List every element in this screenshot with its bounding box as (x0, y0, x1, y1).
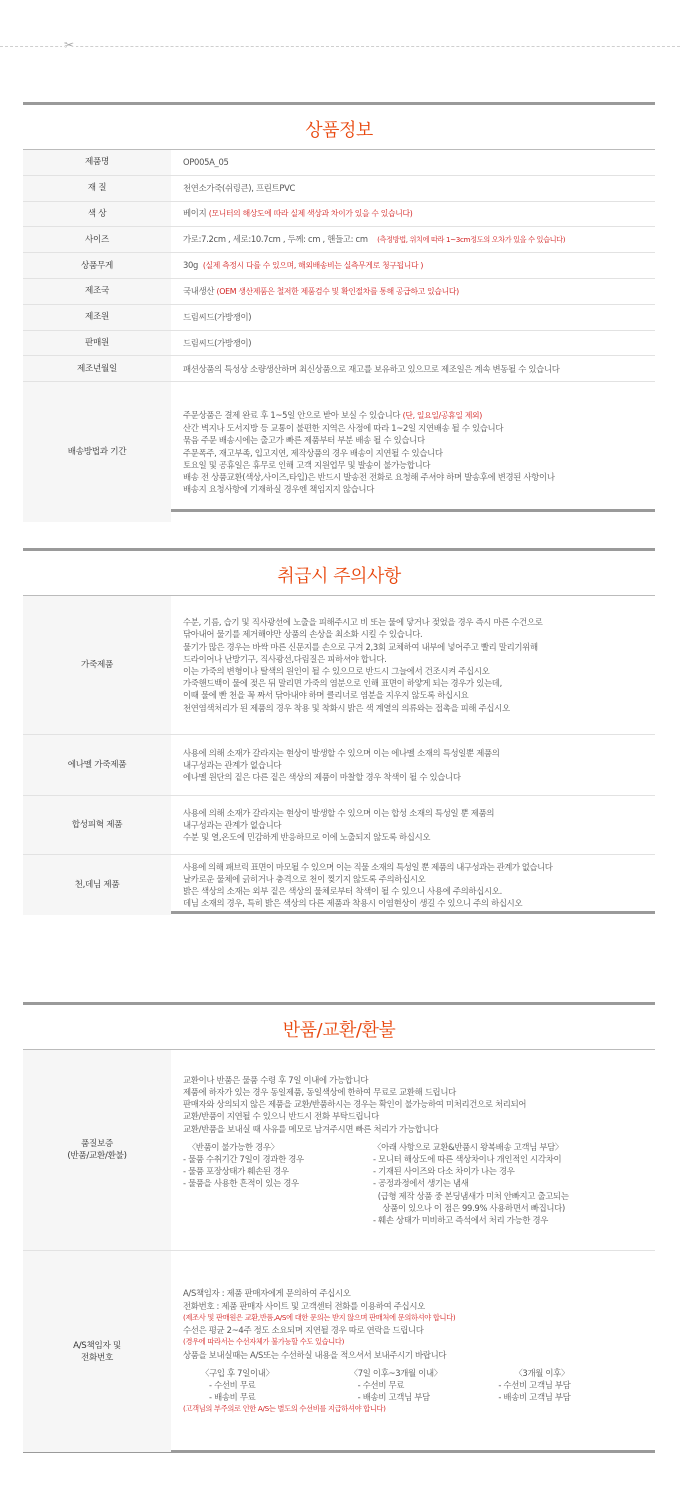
condition-line: 〈아래 사항으로 교환&반품시 왕복배송 고객님 부담〉 (373, 1141, 563, 1152)
care-line: 닦아내어 물기를 제거해야만 상품의 손상을 최소화 시킬 수 있습니다. (183, 629, 423, 640)
condition-line: - 훼손 상태가 미비하고 즉석에서 처리 가능한 경우 (373, 1215, 549, 1226)
care-line: 드라이어나 난방기구, 직사광선,다림질은 피하셔야 합니다. (183, 653, 387, 664)
care-line: 수분 및 열,온도에 민감하게 반응하므로 이에 노출되지 않도록 하십시오 (183, 832, 431, 843)
scissors-icon: ✂ (64, 38, 75, 52)
info-value: 패션상품의 특성상 소량생산하며 최신상품으로 재고를 보유하고 있으므로 제조일은 계속 변동될 수 있습니다 (183, 363, 560, 374)
care-label: 에나멜 가죽제품 (23, 735, 171, 795)
period-line: - 배송비 고객님 부담 (357, 1392, 430, 1403)
info-label: 제조원 (23, 305, 171, 330)
condition-line: - 모니터 해상도에 따른 색상차이나 개인적인 시각차이 (373, 1154, 562, 1164)
info-note: (실제 측정시 다를 수 있으며, 해외배송비는 실측무게로 청구됩니다 ) (202, 260, 424, 270)
period-line: - 수선비 무료 (209, 1379, 256, 1390)
care-row-enamel (23, 735, 655, 796)
as-label-line: 전화번호 (80, 1352, 113, 1363)
info-value: 30g (183, 259, 199, 270)
info-value: OP005A_05 (183, 157, 229, 168)
info-value: 드림씨드(가방쟁이) (183, 312, 252, 323)
condition-line: - 물품을 사용한 흔적이 있는 경우 (183, 1178, 299, 1189)
as-line: 전화번호 : 제품 판매자 사이트 및 고객센터 전화를 이용하여 주십시오 (183, 1300, 425, 1311)
care-label: 합성피혁 제품 (23, 796, 171, 854)
product-info-title: 상품정보 (23, 105, 655, 150)
as-line: A/S책임자 : 제품 판매자에게 문의하여 주십시오 (183, 1288, 351, 1299)
care-line: 수분, 기름, 습기 및 직사광선에 노출을 피해주시고 비 또는 물에 닿거나 젖었을 경우 즉시 마른 수건으로 (183, 617, 543, 628)
customer-paid-list (373, 1141, 647, 1226)
shipping-line: 배송지 요청사항에 기재하실 경우엔 책임지지 않습니다 (183, 484, 374, 495)
care-line: 내구성과는 관계가 없습니다 (183, 759, 282, 770)
info-value: 천연소가죽(쉬링큰), 프린트PVC (183, 183, 296, 194)
as-period (350, 1367, 499, 1404)
returns-title: 반품/교환/환불 (23, 1005, 655, 1050)
info-row-seller (23, 331, 655, 357)
as-periods (183, 1367, 647, 1404)
condition-line: - 물품 포장상태가 훼손된 경우 (183, 1166, 289, 1177)
shipping-line: 산간 벽지나 도서지방 등 교통이 불편한 지역은 사정에 따라 1~2일 지연배송 될 수 있습니다 (183, 423, 504, 434)
info-row-country (23, 279, 655, 305)
shipping-line: 묶음 주문 배송시에는 출고가 빠른 제품부터 부분 배송 될 수 있습니다 (183, 435, 425, 446)
period-head: 〈구입 후 7일이내〉 (201, 1367, 274, 1378)
non-returnable-list (183, 1141, 373, 1226)
quality-line: 판매자와 상의되지 않은 제품을 교환/반품하시는 경우는 확인이 불가능하여 미처리건으로 처리되어 (183, 1099, 527, 1110)
info-row-weight (23, 253, 655, 279)
care-line: 날카로운 물체에 긁히거나 충격으로 천이 찢기지 않도록 주의하십시오 (183, 873, 426, 884)
info-row-color (23, 202, 655, 228)
info-label: 제품명 (23, 150, 171, 175)
info-value: 베이지 (183, 208, 207, 219)
info-row-material (23, 176, 655, 202)
info-label: 배송방법과 기간 (23, 382, 171, 522)
shipping-line: 주문상품은 결제 완료 후 1~5일 안으로 받아 보실 수 있습니다 (183, 409, 401, 420)
shipping-line: 주문폭주, 재고부족, 입고지연, 제작상품의 경우 배송이 지연될 수 있습니다 (183, 447, 443, 458)
quality-label-line: (반품/교환/환불) (67, 1151, 127, 1161)
care-row-leather (23, 596, 655, 735)
condition-line: - 물품 수취기간 7일이 경과한 경우 (183, 1154, 304, 1164)
care-line: 내구성과는 관계가 없습니다 (183, 819, 282, 830)
info-row-manufacturer (23, 305, 655, 331)
product-info-section (23, 102, 655, 512)
care-section (23, 548, 655, 914)
period-line: - 수선비 무료 (357, 1379, 405, 1390)
care-line: 이는 가죽의 변형이나 탈색의 원인이 될 수 있으므로 반드시 그늘에서 건조시켜 주십시오 (183, 666, 490, 676)
returns-section (23, 1002, 655, 1453)
care-row-fabric (23, 855, 655, 915)
care-line: 천연염색처리가 된 제품의 경우 착용 및 착화시 밝은 색 계열의 의류와는 접촉을 피해 주십시오 (183, 702, 510, 713)
shipping-note: (단, 일요일/공휴일 제외) (402, 410, 483, 420)
period-line: - 배송비 무료 (209, 1392, 256, 1403)
quality-line: 교환/반품을 보내실 때 사유를 메모로 남겨주시면 빠른 처리가 가능합니다 (183, 1123, 439, 1134)
quality-label-line: 품질보증 (80, 1139, 113, 1149)
quality-line: 교환이나 반품은 물품 수령 후 7일 이내에 가능합니다 (183, 1074, 369, 1085)
as-note: (고객님의 부주의로 인한 A/S는 별도의 수선비를 지급하셔야 합니다) (183, 1404, 386, 1414)
returns-row-quality (23, 1050, 655, 1251)
info-label: 판매원 (23, 331, 171, 356)
care-line: 가죽핸드백이 물에 젖은 뒤 말리면 가죽의 염분으로 인해 표면이 하얗게 되는 경우가 있는데, (183, 678, 502, 689)
condition-line: - 기재된 사이즈와 다소 차이가 나는 경우 (373, 1166, 515, 1177)
care-line: 사용에 의해 패브릭 표면이 마모될 수 있으며 이는 직물 소재의 특성일 뿐 제품의 내구성과는 관계가 없습니다 (183, 861, 553, 872)
info-label: 사이즈 (23, 227, 171, 252)
period-line: - 배송비 고객님 부담 (498, 1392, 571, 1403)
shipping-line: 토요일 및 공휴일은 휴무로 인해 고객 지원업무 및 발송이 불가능합니다 (183, 459, 431, 470)
as-note: (제조사 및 판매원은 교환,반품,A/S에 대한 문의는 받지 않으며 판매처에 문의하셔야 합니다) (183, 1312, 456, 1322)
as-period (201, 1367, 350, 1404)
as-label (23, 1251, 171, 1452)
as-label-line: A/S책임자 및 (73, 1340, 121, 1351)
care-line: 에나멜 원단의 짙은 다른 짙은 색상의 제품이 마찰할 경우 착색이 될 수 있습니다 (183, 772, 461, 783)
info-note: (OEM 생산제품은 철저한 제품검수 및 확인절차를 통해 공급하고 있습니다) (216, 286, 459, 296)
as-note: (경우에 따라서는 수선자체가 불가능할 수도 있습니다) (183, 1337, 345, 1347)
info-value: 가로:7.2cm , 세로:10.7cm , 두께: cm , 핸들고: cm (183, 234, 368, 245)
period-line: - 수선비 고객님 부담 (498, 1379, 571, 1390)
care-line: 이때 물에 빤 천을 꼭 짜서 닦아내야 하며 클리너로 염분을 지우지 않도록 하십시요 (183, 690, 469, 701)
period-head: 〈7일 이후~3개월 이내〉 (349, 1367, 442, 1378)
info-label: 상품무게 (23, 253, 171, 278)
condition-line: - 공정과정에서 생기는 냄새 (373, 1178, 469, 1189)
care-row-synthetic (23, 796, 655, 855)
quality-line: 교환/반품이 지연될 수 있으니 반드시 전화 부탁드립니다 (183, 1111, 379, 1122)
as-period (498, 1367, 647, 1404)
info-note: (모니터의 해상도에 따라 실제 색상과 차이가 있을 수 있습니다) (208, 209, 413, 219)
condition-line: (급형 제작 상품 중 본딩냄새가 미처 안빠지고 출고되는 (373, 1190, 569, 1201)
period-head: 〈3개월 이후〉 (514, 1367, 570, 1378)
info-row-date (23, 356, 655, 382)
info-note: (측정방법, 위치에 따라 1~3cm정도의 오차가 있을 수 있습니다) (377, 235, 566, 245)
quality-label (23, 1050, 171, 1250)
shipping-line: 배송 전 상품교환(색상,사이즈,타입)은 반드시 발송전 전화로 요청해 주셔야 하며 발송후에 변경된 사항이나 (183, 471, 555, 482)
info-row-shipping (23, 382, 655, 522)
quality-line: 제품에 하자가 있는 경우 동일제품, 동일색상에 한하여 무료로 교환해 드립니다 (183, 1086, 456, 1097)
care-title: 취급시 주의사항 (23, 551, 655, 596)
as-line: 수선은 평균 2~4주 정도 소요되며 지연될 경우 따로 연락을 드립니다 (183, 1325, 424, 1336)
care-line: 사용에 의해 소재가 갈라지는 현상이 발생할 수 있으며 이는 에나멜 소재의 특성일뿐 제품의 (183, 747, 500, 758)
return-conditions (183, 1141, 647, 1226)
info-row-name (23, 150, 655, 176)
cut-line (0, 46, 680, 47)
info-label: 제조년월일 (23, 356, 171, 381)
care-label: 가죽제품 (23, 596, 171, 734)
care-line: 사용에 의해 소재가 갈라지는 현상이 발생할 수 있으며 이는 합성 소재의 특성일 뿐 제품의 (183, 807, 495, 818)
care-line: 물기가 많은 경우는 바싹 마른 신문지를 손으로 구겨 2,3회 교체하여 내부에 넣어주고 빨리 말리기위해 (183, 641, 538, 652)
care-line: 밝은 색상의 소재는 외부 짙은 색상의 물체로부터 착색이 될 수 있으니 사용에 주의하십시오. (183, 886, 502, 896)
info-value: 국내생산 (183, 285, 215, 296)
info-row-size (23, 227, 655, 253)
info-label: 제조국 (23, 279, 171, 304)
condition-line: 상품이 있으나 이 점은 99.9% 사용하면서 빠집니다) (373, 1202, 565, 1213)
info-label: 재 질 (23, 176, 171, 201)
as-line: 상품을 보내실때는 A/S또는 수선하실 내용을 적으셔서 보내주시기 바랍니다 (183, 1349, 447, 1360)
info-label: 색 상 (23, 202, 171, 227)
returns-row-as (23, 1251, 655, 1452)
care-line: 데님 소재의 경우, 특히 밝은 색상의 다른 제품과 착용시 이염현상이 생길 수 있으니 주의 하십시오 (183, 898, 523, 909)
info-value: 드림씨드(가방쟁이) (183, 337, 252, 348)
care-label: 천,데님 제품 (23, 855, 171, 915)
condition-line: 〈반품이 불가능한 경우〉 (183, 1141, 279, 1152)
